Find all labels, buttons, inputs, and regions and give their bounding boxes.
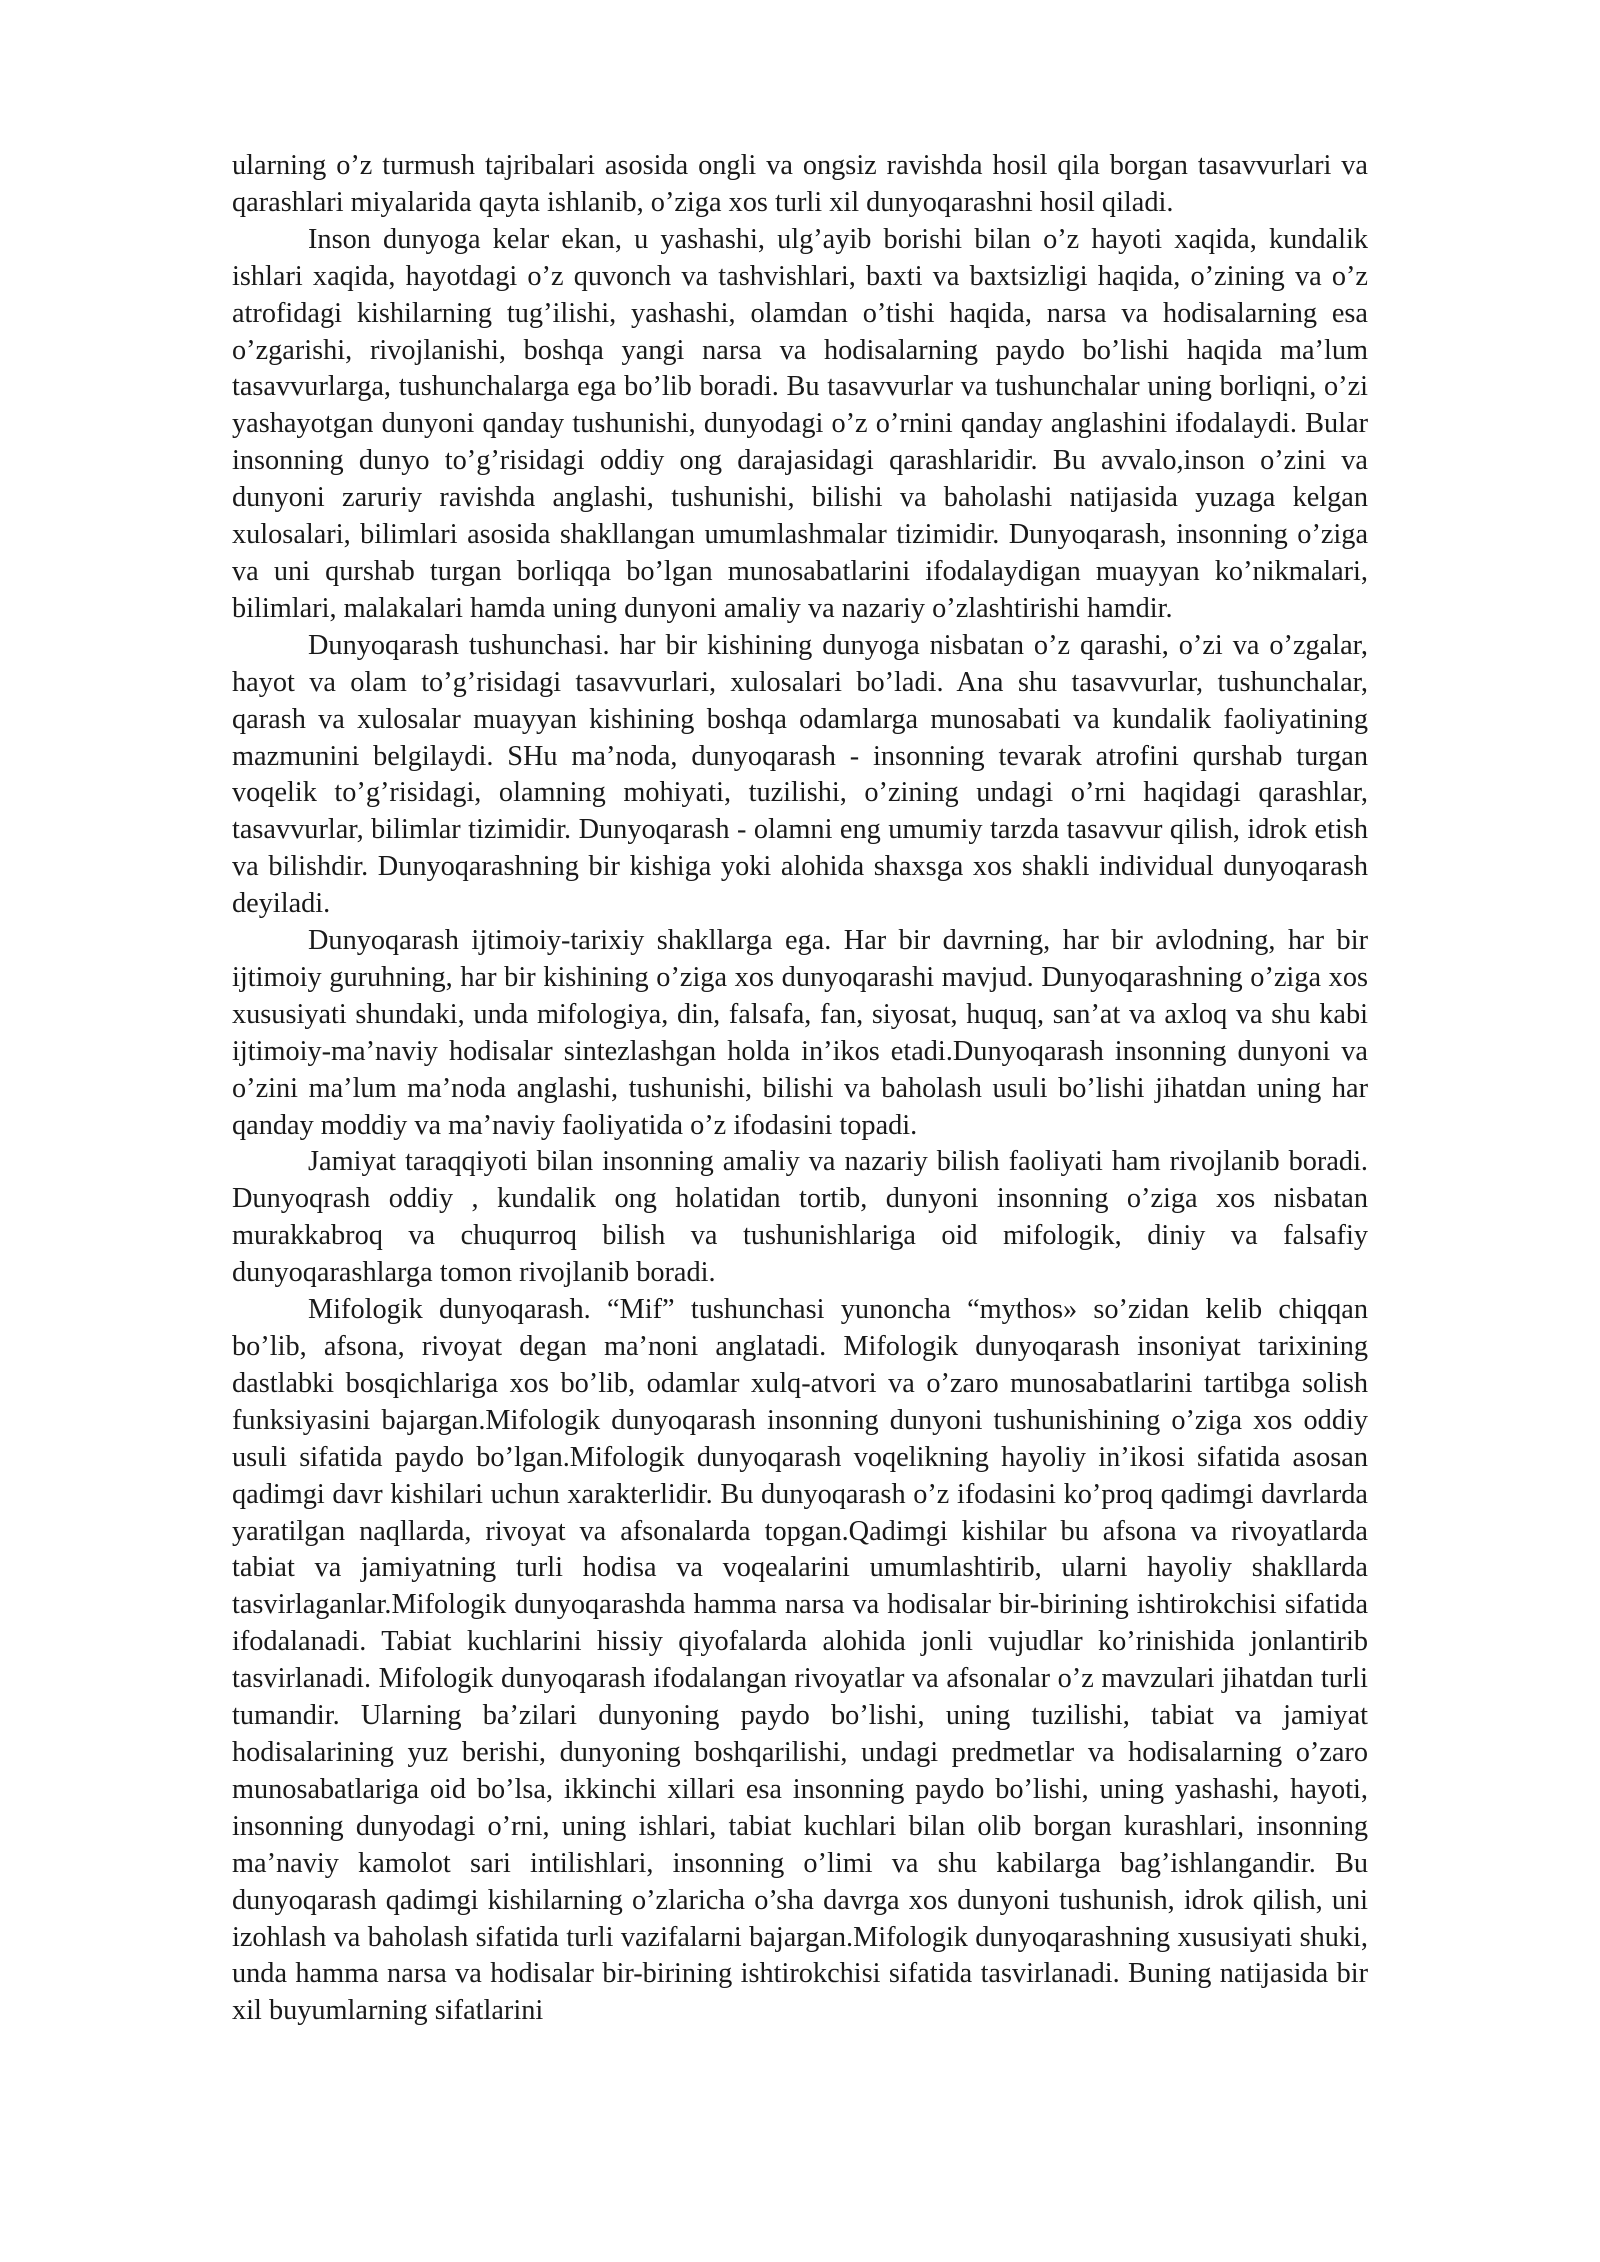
paragraph-6: Mifologik dunyoqarash. “Mif” tushunchasi yunoncha “mythos» so’zidan kelib chiqqan bo’lib, afsona, rivoyat degan ma’noni anglatadi. Mifologik dunyoqarash insoniyat tarixining dastlabki bosqichlariga xos bo’lib, odamlar xulq-atvori va o’zaro munosabatlarini tartibga solish funksiyasini bajargan.Mifologik dunyoqarash insonning dunyoni tushunishining o’ziga xos oddiy usuli sifatida paydo bo’lgan.Mifologik dunyoqarash voqelikning hayoliy in’ikosi sifatida asosan qadimgi davr kishilari uchun xarakterlidir. Bu dunyoqarash o’z ifodasini ko’proq qadimgi davrlarda yaratilgan naqllarda, rivoyat va afsonalarda topgan.Qadimgi kishilar bu afsona va rivoyatlarda tabiat va jamiyatning turli hodisa va voqealarini umumlashtirib, ularni hayoliy shakllarda tasvirlaganlar.Mifologik dunyoqarashda hamma narsa va hodisalar bir-birining ishtirokchisi sifatida ifodalanadi. Tabiat kuchlarini hissiy qiyofalarda alohida jonli vujudlar ko’rinishida jonlantirib tasvirlanadi. Mifologik dunyoqarash ifodalangan rivoyatlar va afsonalar o’z mavzulari jihatdan turli tumandir. Ularning ba’zilari dunyoning paydo bo’lishi, uning tuzilishi, tabiat va jamiyat hodisalarining yuz berishi, dunyoning boshqarilishi, undagi predmetlar va hodisalarning o’zaro munosabatlariga oid bo’lsa, ikkinchi xillari esa insonning paydo bo’lishi, uning yashashi, hayoti, insonning dunyodagi o’rni, uning ishlari, tabiat kuchlari bilan olib borgan kurashlari, insonning ma’naviy kamolot sari intilishlari, insonning o’limi va shu kabilarga bag’ishlangandir. Bu dunyoqarash qadimgi kishilarning o’zlaricha o’sha davrga xos dunyoni tushunish, idrok qilish, uni izohlash va baholash sifatida turli vazifalarni bajargan.Mifologik dunyoqarashning xususiyati shuki, unda hamma narsa va hodisalar bir-birining ishtirokchisi sifatida tasvirlanadi. Buning natijasida bir xil buyumlarning sifatlarini [232, 1294, 1368, 2027]
paragraph-3: Dunyoqarash tushunchasi. har bir kishining dunyoga nisbatan o’z qarashi, o’zi va o’zgalar, hayot va olam to’g’risidagi tasavvurlari, xulosalari bo’ladi. Ana shu tasavvurlar, tushunchalar, qarash va xulosalar muayyan kishining boshqa odamlarga munosabati va kundalik faoliyatining mazmunini belgilaydi. SHu ma’noda, dunyoqarash - insonning tevarak atrofini qurshab turgan voqelik to’g’risidagi, olamning mohiyati, tuzilishi, o’zining undagi o’rni haqidagi qarashlar, tasavvurlar, bilimlar tizimidir. Dunyoqarash - olamni eng umumiy tarzda tasavvur qilish, idrok etish va bilishdir. Dunyoqarashning bir kishiga yoki alohida shaxsga xos shakli individual dunyoqarash deyiladi. [232, 629, 1368, 920]
document-page [232, 148, 1368, 2030]
paragraph-4: Dunyoqarash ijtimoiy-tarixiy shakllarga ega. Har bir davrning, har bir avlodning, har bir ijtimoiy guruhning, har bir kishining o’ziga xos dunyoqarashi mavjud. Dunyoqarashning o’ziga xos xususiyati shundaki, unda mifologiya, din, falsafa, fan, siyosat, huquq, san’at va axloq va shu kabi ijtimoiy-ma’naviy hodisalar sintezlashgan holda in’ikos etadi.Dunyoqarash insonning dunyoni va o’zini ma’lum ma’noda anglashi, tushunishi, bilishi va baholash usuli bo’lishi jihatdan uning har qanday moddiy va ma’naviy faoliyatida o’z ifodasini topadi. [232, 925, 1368, 1141]
paragraph-1: ularning o’z turmush tajribalari asosida ongli va ongsiz ravishda hosil qila borgan tasavvurlari va qarashlari miyalarida qayta ishlanib, o’ziga xos turli xil dunyoqarashni hosil qiladi. [232, 150, 1368, 218]
paragraph-5: Jamiyat taraqqiyoti bilan insonning amaliy va nazariy bilish faoliyati ham rivojlanib boradi. Dunyoqrash oddiy , kundalik ong holatidan tortib, dunyoni insonning o’ziga xos nisbatan murakkabroq va chuqurroq bilish va tushunishlariga oid mifologik, diniy va falsafiy dunyoqarashlarga tomon rivojlanib boradi. [232, 1146, 1368, 1289]
paragraph-2: Inson dunyoga kelar ekan, u yashashi, ulg’ayib borishi bilan o’z hayoti xaqida, kundalik ishlari xaqida, hayotdagi o’z quvonch va tashvishlari, baxti va baxtsizligi haqida, o’zining va o’z atrofidagi kishilarning tug’ilishi, yashashi, olamdan o’tishi haqida, narsa va hodisalarning esa o’zgarishi, rivojlanishi, boshqa yangi narsa va hodisalarning paydo bo’lishi haqida ma’lum tasavvurlarga, tushunchalarga ega bo’lib boradi. Bu tasavvurlar va tushunchalar uning borliqni, o’zi yashayotgan dunyoni qanday tushunishi, dunyodagi o’z o’rnini qanday anglashini ifodalaydi. Bular insonning dunyo to’g’risidagi oddiy ong darajasidagi qarashlaridir. Bu avvalo,inson o’zini va dunyoni zaruriy ravishda anglashi, tushunishi, bilishi va baholashi natijasida yuzaga kelgan xulosalari, bilimlari asosida shakllangan umumlashmalar tizimidir. Dunyoqarash, insonning o’ziga va uni qurshab turgan borliqqa bo’lgan munosabatlarini ifodalaydigan muayyan ko’nikmalari, bilimlari, malakalari hamda uning dunyoni amaliy va nazariy o’zlashtirishi hamdir. [232, 223, 1368, 624]
